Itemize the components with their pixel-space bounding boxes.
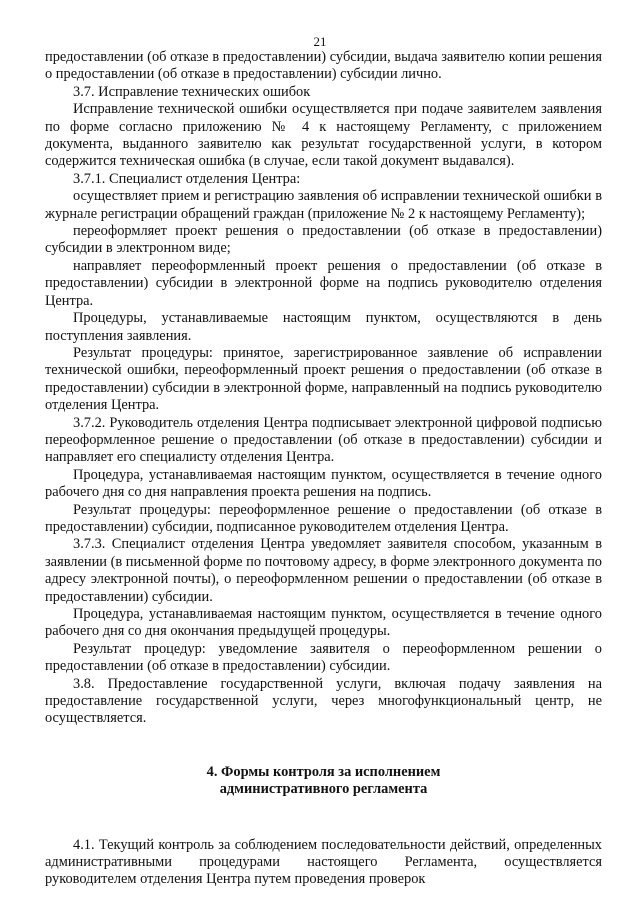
paragraph: переоформляет проект решения о предоставлении (об отказе в предоставлении) субсидии в электронном виде;	[45, 223, 602, 257]
paragraphs-bottom	[45, 837, 602, 889]
paragraph: 3.7.1. Специалист отделения Центра:	[73, 170, 301, 187]
paragraph: Процедура, устанавливаемая настоящим пунктом, осуществляется в течение одного рабочего дня со дня направления проекта решения на подпись.	[45, 466, 602, 501]
section-heading-line-1: 4. Формы контроля за исполнением	[206, 763, 441, 780]
paragraph: Результат процедуры: принятое, зарегистрированное заявление об исправлении технической ошибки, переоформленный проект решения о предоставлении (об отказе в предоставлении) субсидии в электронной форме, направленный на подпись руководителю отделения Центра.	[45, 344, 602, 414]
paragraph: осуществляет прием и регистрацию заявления об исправлении технической ошибки в журнале регистрации обращений граждан (приложение № 2 к настоящему Регламенту);	[45, 188, 602, 222]
paragraph: Результат процедур: уведомление заявителя о переоформленном решении о предоставлении (об отказе в предоставлении) субсидии.	[45, 640, 602, 675]
paragraph: Исправление технической ошибки осуществляется при подаче заявителем заявления по форме согласно приложению № 4 к настоящему Регламенту, с приложением документа, выданного заявителю как результат государственной услуги, в котором содержится техническая ошибка (в случае, если такой документ выдавался).	[45, 101, 602, 170]
paragraph: 4.1. Текущий контроль за соблюдением последовательности действий, определенных административными процедурами настоящего Регламента, осуществляется руководителем отделения Центра путем проведения проверок	[45, 836, 602, 888]
section-heading-line-2: административного регламента	[219, 781, 428, 798]
paragraph: 3.7.2. Руководитель отделения Центра подписывает электронной цифровой подписью переоформленное решение о предоставлении (об отказе в предоставлении) субсидии и направляет его специалисту отделения Центра.	[45, 414, 602, 466]
body-text	[45, 49, 602, 889]
paragraph: предоставлении (об отказе в предоставлении) субсидии, выдача заявителю копии решения о предоставлении (об отказе в предоставлении) субсидии лично.	[45, 49, 602, 83]
section-heading	[45, 764, 602, 799]
paragraph: 3.7.3. Специалист отделения Центра уведомляет заявителя способом, указанным в заявлении (в письменной форме по почтовому адресу, в форме электронного документа по адресу электронной почты), о переоформленном решении о предоставлении (об отказе в предоставлении) субсидии.	[45, 536, 602, 605]
paragraphs-top	[45, 49, 602, 728]
paragraph: 3.7. Исправление технических ошибок	[73, 83, 311, 100]
paragraph: Результат процедуры: переоформленное решение о предоставлении (об отказе в предоставлении) субсидии, подписанное руководителем отделения Центра.	[45, 501, 602, 535]
paragraph: Процедуры, устанавливаемые настоящим пунктом, осуществляются в день поступления заявления.	[45, 310, 602, 344]
page-number: 21	[313, 34, 327, 49]
paragraph: направляет переоформленный проект решения о предоставлении (об отказе в предоставлении) субсидии в электронной форме на подпись руководителю отделения Центра.	[45, 257, 602, 309]
paragraph: 3.8. Предоставление государственной услуги, включая подачу заявления на предоставление государственной услуги, через многофункциональный центр, не осуществляется.	[45, 675, 602, 727]
paragraph: Процедура, устанавливаемая настоящим пунктом, осуществляется в течение одного рабочего дня со дня окончания предыдущей процедуры.	[45, 606, 602, 640]
